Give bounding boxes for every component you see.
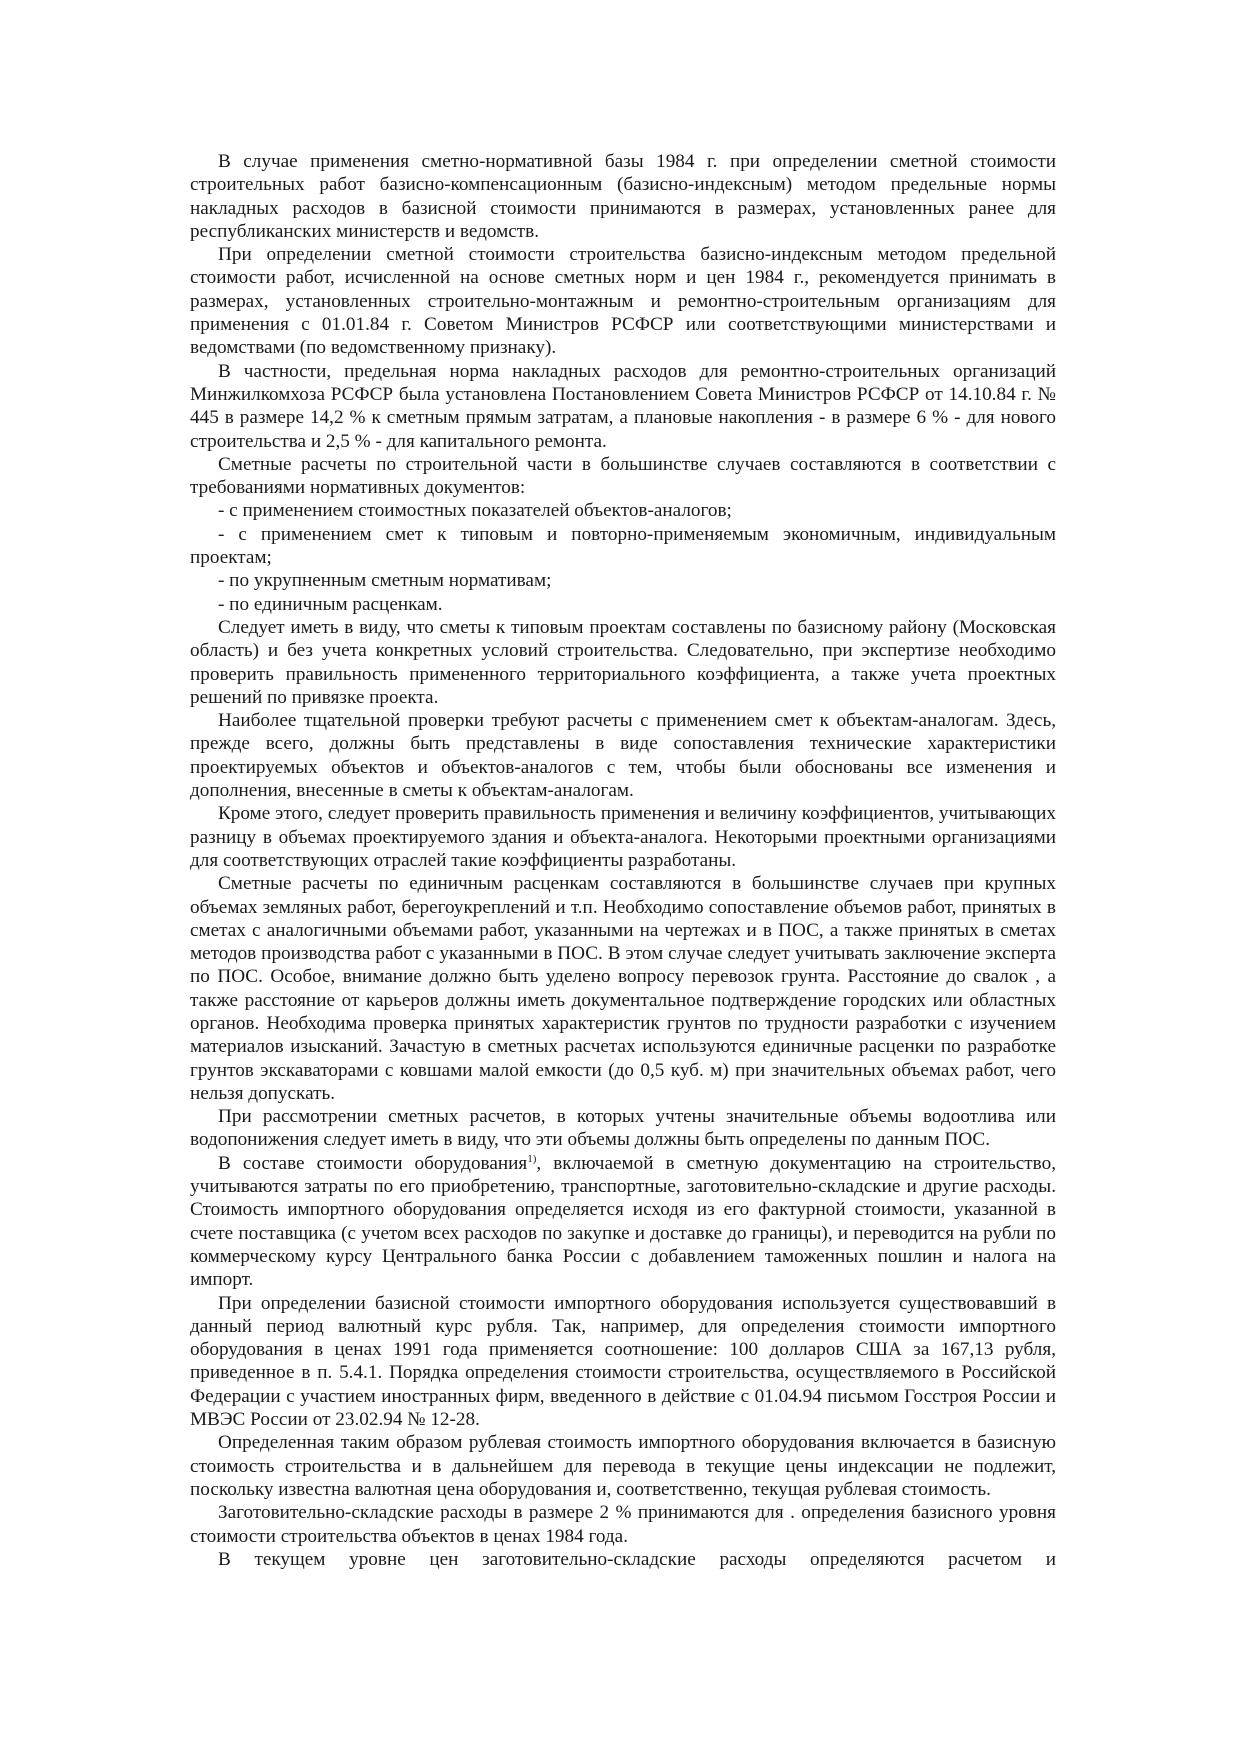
equipment-text-start: В составе стоимости оборудования [218, 1152, 528, 1174]
paragraph-equipment-cost [190, 1152, 1056, 1292]
list-item-typical-projects: - с применением смет к типовым и повторно-применяемым экономичным, индивидуальным проектам; [190, 523, 1056, 569]
paragraph-unit-rates: Сметные расчеты по единичным расценкам составляются в большинстве случаев при крупных объемах земляных работ, берегоукреплений и т.п. Необходимо сопоставление объемов работ, принятых в сметах с аналогичными объемами работ, указанными на чертежах и в ПОС, а также принятых в сметах методов производства работ с указанными в ПОС. В этом случае следует учитывать заключение эксперта по ПОС. Особое, внимание должно быть уделено вопросу перевозок грунта. Расстояние до свалок , а также расстояние от карьеров должны иметь документальное подтверждение городских или областных органов. Необходима проверка принятых характеристик грунтов по трудности разработки с изучением материалов изысканий. Зачастую в сметных расчетах используются единичные расценки по разработке грунтов экскаваторами с ковшами малой емкости (до 0,5 куб. м) при значительных объемах работ, чего нельзя допускать. [190, 873, 1056, 1104]
paragraph-overhead-norm: В частности, предельная норма накладных расходов для ремонтно-строительных организаций Минжилкомхоза РСФСР была установлена Постановлением Совета Министров РСФСР от 14.10.84 г. № 445 в размере 14,2 % к сметным прямым затратам, а плановые накопления - в размере 6 % - для нового строительства и 2,5 % - для капитального ремонта. [190, 360, 1056, 452]
paragraph-coefficients: Кроме этого, следует проверить правильность применения и величину коэффициентов, учитывающих разницу в объемах проектируемого здания и объекта-аналога. Некоторыми проектными организациями для соответствующих отраслей такие коэффициенты разработаны. [190, 803, 1056, 871]
footnote-mark: 1) [527, 1152, 537, 1165]
list-item-aggregated-norms: - по укрупненным сметным нормативам; [218, 570, 552, 592]
equipment-text-end: , включаемой в сметную документацию на строительство, учитываются затраты по его приобретению, транспортные, заготовительно-складские и другие расходы. Стоимость импортного оборудования определяется исходя из его фактурной стоимости, указанной в счете поставщика (с учетом всех расходов по закупке и доставке до границы), и переводится на рубли по коммерческому курсу Центрального банка России с добавлением таможенных пошлин и налога на импорт. [190, 1152, 1056, 1291]
list-item-unit-rates: - по единичным расценкам. [218, 593, 443, 615]
paragraph-storage-costs: Заготовительно-складские расходы в размере 2 % принимаются для . определения базисного уровня стоимости строительства объектов в ценах 1984 года. [190, 1502, 1056, 1547]
paragraph-ruble-cost: Определенная таким образом рублевая стоимость импортного оборудования включается в базисную стоимость строительства и в дальнейшем для перевода в текущие цены индексации не подлежит, поскольку известна валютная цена оборудования и, соответственно, текущая рублевая стоимость. [190, 1432, 1056, 1500]
paragraph-import-equipment: При определении базисной стоимости импортного оборудования используется существовавший в данный период валютный курс рубля. Так, например, для определения стоимости импортного оборудования в ценах 1991 года применяется соотношение: 100 долларов США за 167,13 рубля, приведенное в п. 5.4.1. Порядка определения стоимости строительства, осуществляемого в Российской Федерации с участием иностранных фирм, введенного в действие с 01.04.94 письмом Госстроя России и МВЭС России от 23.02.94 № 12-28. [190, 1292, 1056, 1431]
paragraph-typical-projects: Следует иметь в виду, что сметы к типовым проектам составлены по базисному району (Московская область) и без учета конкретных условий строительства. Следовательно, при экспертизе необходимо проверить правильность примененного территориального коэффициента, а также учета проектных решений по привязке проекта. [190, 616, 1056, 708]
paragraph-estimates-intro: Сметные расчеты по строительной части в большинстве случаев составляются в соответствии с требованиями нормативных документов: [190, 453, 1056, 499]
paragraph-basis-index-method: При определении сметной стоимости строительства базисно-индексным методом предельной стоимости работ, исчисленной на основе сметных норм и цен 1984 г., рекомендуется принимать в размерах, установленных строительно-монтажным и ремонтно-строительным организациям для применения с 01.01.84 г. Советом Министров РСФСР или соответствующими министерствами и ведомствами (по ведомственному признаку). [190, 244, 1056, 359]
paragraph-base-1984: В случае применения сметно-нормативной базы 1984 г. при определении сметной стоимости строительных работ базисно-компенсационным (базисно-индексным) методом предельные нормы накладных расходов в базисной стоимости принимаются в размерах, установленных ранее для республиканских министерств и ведомств. [190, 151, 1056, 242]
paragraph-dewatering: При рассмотрении сметных расчетов, в которых учтены значительные объемы водоотлива или водопонижения следует иметь в виду, что эти объемы должны быть определены по данным ПОС. [190, 1106, 1056, 1151]
document-page [190, 150, 1056, 1571]
paragraph-analog-checks: Наиболее тщательной проверки требуют расчеты с применением смет к объектам-аналогам. Здесь, прежде всего, должны быть представлены в виде сопоставления технические характеристики проектируемых объектов и объектов-аналогов с тем, чтобы были обоснованы все изменения и дополнения, внесенные в сметы к объектам-аналогам. [190, 710, 1056, 802]
paragraph-current-prices: В текущем уровне цен заготовительно-складские расходы определяются расчетом и [218, 1548, 1056, 1570]
list-item-analog-indicators: - с применением стоимостных показателей объектов-аналогов; [218, 500, 732, 522]
